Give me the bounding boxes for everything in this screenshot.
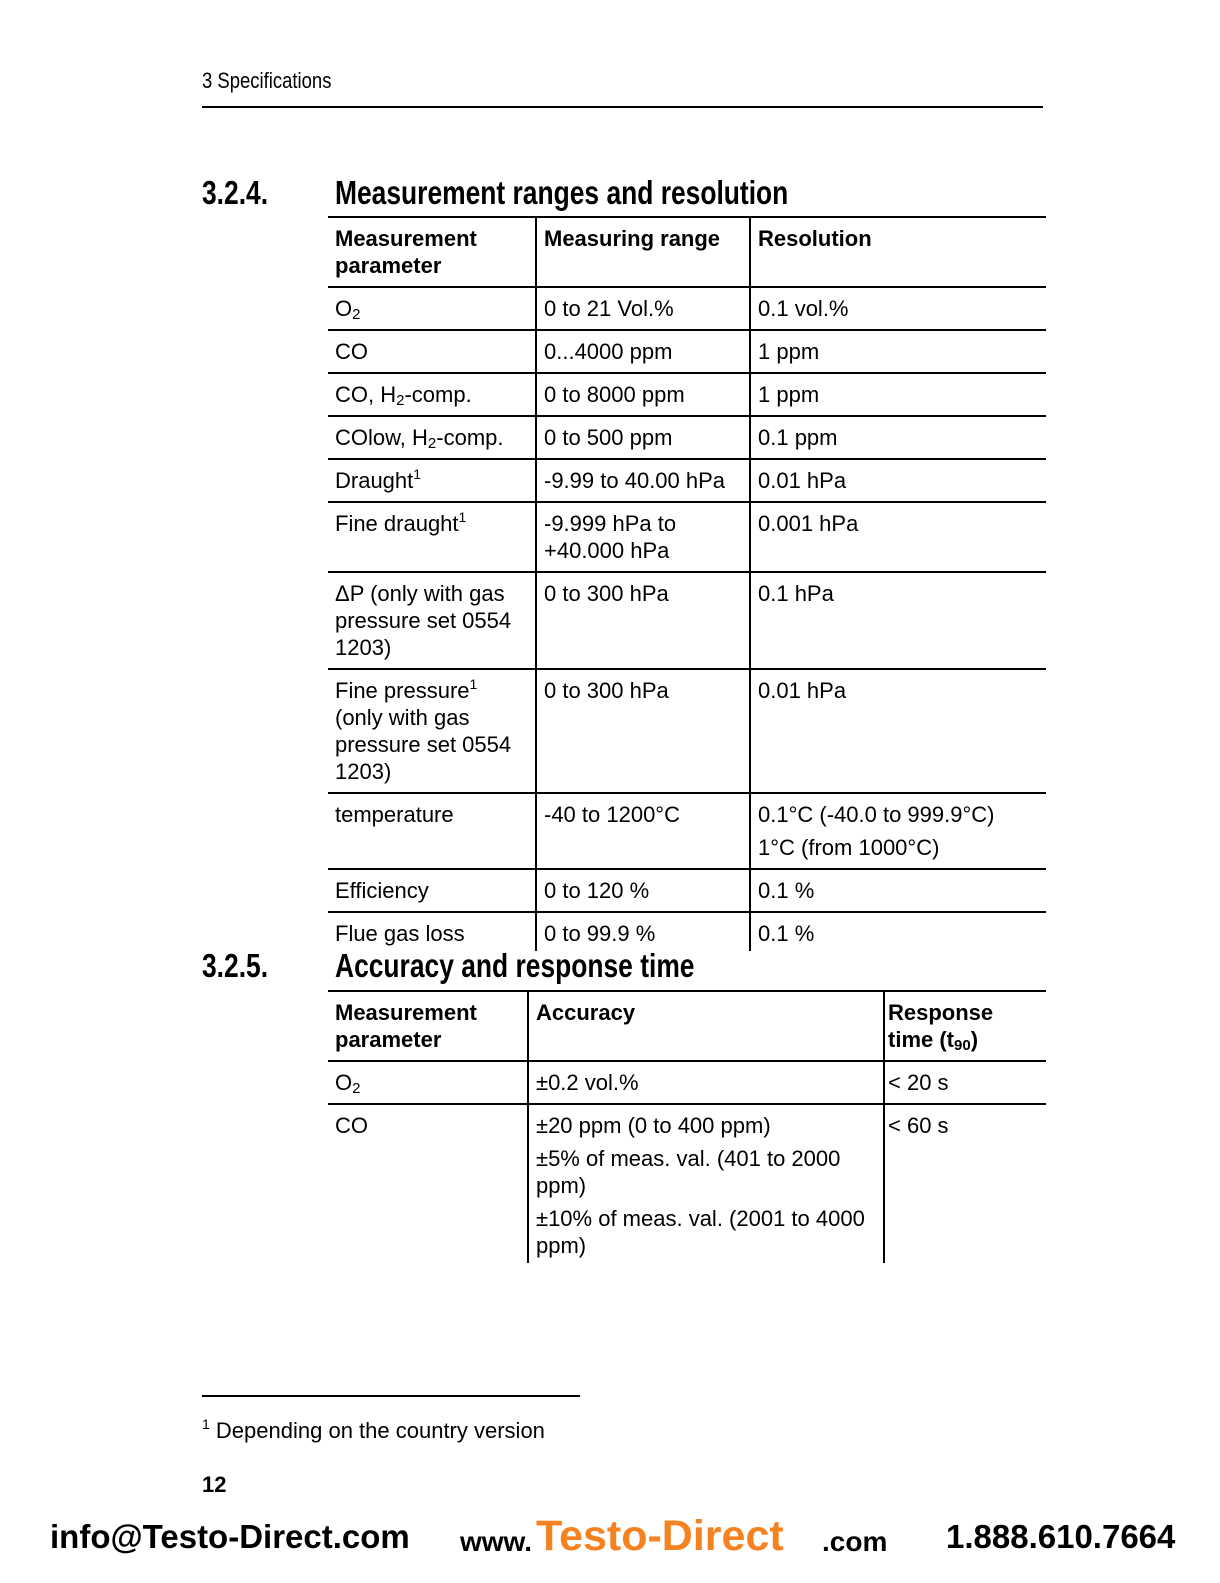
resolution-cell: 1 ppm (750, 330, 1046, 373)
header-divider (202, 106, 1043, 108)
param-cell: temperature (328, 793, 536, 869)
response-cell: < 60 s (884, 1104, 1046, 1263)
footnote-marker: 1 (413, 466, 422, 482)
range-cell: -9.99 to 40.00 hPa (536, 459, 750, 502)
section-number: 3.2.5. (202, 947, 269, 984)
footnote-marker: 1 (469, 676, 478, 692)
resolution-cell: 0.1 vol.% (750, 287, 1046, 330)
table-header-row (328, 991, 1046, 1061)
footer-brand: Testo-Direct (536, 1512, 784, 1560)
column-header: Response time $(t_{90})$ (884, 991, 1046, 1061)
section-number: 3.2.4. (202, 174, 269, 211)
param-cell: COlow, $H_2$-comp. (328, 416, 536, 459)
table-row (328, 502, 1046, 572)
range-cell: 0 to 300 hPa (536, 572, 750, 669)
param-cell: ΔP (only with gas pressure set 0554 1203) (328, 572, 536, 669)
section-title: Accuracy and response time (335, 947, 695, 984)
table-row (328, 287, 1046, 330)
resolution-cell: 0.001 hPa (750, 502, 1046, 572)
table-row (328, 572, 1046, 669)
contact-footer-banner (0, 1510, 1220, 1570)
column-header: Measurement parameter (328, 217, 536, 287)
table-row (328, 869, 1046, 912)
column-header: Accuracy (528, 991, 884, 1061)
resolution-cell: 0.1 % (750, 912, 1046, 951)
column-header: Measuring range (536, 217, 750, 287)
param-cell: $O_2$ (328, 1061, 528, 1104)
footnote-marker: 1 (202, 1416, 210, 1432)
accuracy-cell: ±20 ppm (0 to 400 ppm) ±5% of meas. val. (401 to 2000 ppm) ±10% of meas. val. (2001 to 4000 ppm) (528, 1104, 884, 1263)
param-cell: CO, $H_2$-comp. (328, 373, 536, 416)
resolution-cell: 0.1 hPa (750, 572, 1046, 669)
param-cell: Fine draught$^1$ (328, 502, 536, 572)
range-cell: 0 to 99.9 % (536, 912, 750, 951)
response-cell: < 20 s (884, 1061, 1046, 1104)
resolution-cell: 0.01 hPa (750, 459, 1046, 502)
footer-phone: 1.888.610.7664 (946, 1518, 1176, 1555)
range-cell: 0...4000 ppm (536, 330, 750, 373)
range-cell: -40 to 1200°C (536, 793, 750, 869)
resolution-cell: 0.01 hPa (750, 669, 1046, 793)
running-header: 3 Specifications (202, 68, 332, 93)
column-header: Measurement parameter (328, 991, 528, 1061)
measurement-ranges-table (328, 216, 1046, 951)
param-cell: Flue gas loss (328, 912, 536, 951)
param-cell: Draught$^1$ (328, 459, 536, 502)
footnote-divider (202, 1395, 580, 1397)
page-number: 12 (202, 1472, 227, 1497)
table-row (328, 912, 1046, 951)
footer-email: info@Testo-Direct.com (50, 1518, 410, 1555)
table-header-row (328, 217, 1046, 287)
footnote-marker: 1 (458, 509, 467, 525)
resolution-cell: 0.1 ppm (750, 416, 1046, 459)
param-cell: Efficiency (328, 869, 536, 912)
range-cell: -9.999 hPa to +40.000 hPa (536, 502, 750, 572)
range-cell: 0 to 21 Vol.% (536, 287, 750, 330)
param-cell: CO (328, 330, 536, 373)
param-cell: $O_2$ (328, 287, 536, 330)
footer-www: www. (460, 1526, 533, 1557)
resolution-cell: 0.1°C (-40.0 to 999.9°C) 1°C (from 1000°C) (750, 793, 1046, 869)
table-row (328, 793, 1046, 869)
table-row (328, 1061, 1046, 1104)
table-row (328, 330, 1046, 373)
range-cell: 0 to 300 hPa (536, 669, 750, 793)
section-title: Measurement ranges and resolution (335, 174, 789, 211)
range-cell: 0 to 500 ppm (536, 416, 750, 459)
table-row (328, 669, 1046, 793)
accuracy-cell: ±0.2 vol.% (528, 1061, 884, 1104)
column-header: Resolution (750, 217, 1046, 287)
range-cell: 0 to 8000 ppm (536, 373, 750, 416)
resolution-cell: 0.1 % (750, 869, 1046, 912)
range-cell: 0 to 120 % (536, 869, 750, 912)
footer-com: .com (822, 1526, 888, 1557)
accuracy-table (328, 990, 1046, 1263)
param-cell: CO (328, 1104, 528, 1263)
footnote: $^1$ Depending on the country version (202, 1416, 545, 1443)
param-cell: Fine pressure$^1$ (only with gas pressure set 0554 1203) (328, 669, 536, 793)
table-row (328, 373, 1046, 416)
table-row (328, 459, 1046, 502)
resolution-cell: 1 ppm (750, 373, 1046, 416)
table-row (328, 1104, 1046, 1263)
table-row (328, 416, 1046, 459)
